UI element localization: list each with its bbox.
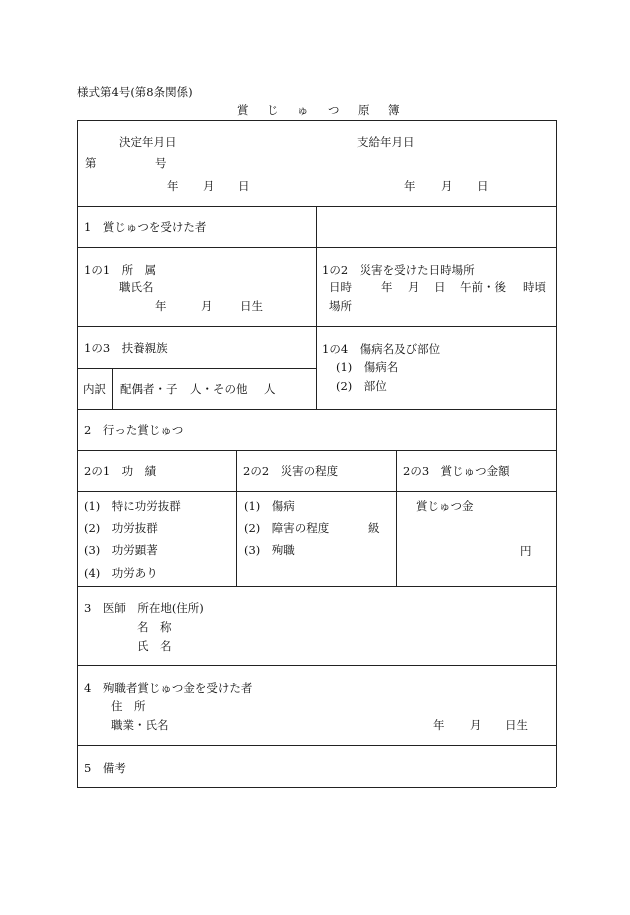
person-other-label: 人・その他 (190, 382, 248, 396)
recipient-birth-month: 月 (470, 718, 482, 732)
breakdown-label: 内訳 (83, 382, 106, 396)
title-char: ゅ (297, 103, 309, 117)
place-label: 場所 (329, 299, 352, 313)
title-char: 賞 (237, 103, 249, 117)
affiliation-label: 1の1 所 属 (84, 263, 157, 277)
injury-name-label: (1) 傷病名 (336, 360, 399, 374)
payment-date-label: 支給年月日 (357, 135, 415, 149)
decision-month: 月 (203, 179, 215, 193)
yen-label: 円 (520, 544, 532, 558)
column-divider (236, 450, 237, 586)
number-prefix: 第 (85, 156, 97, 170)
name-label: 職氏名 (119, 280, 154, 294)
row-divider (77, 450, 556, 451)
decision-day: 日 (238, 179, 250, 193)
row-divider (77, 745, 556, 746)
table-border-top (77, 120, 556, 121)
row-divider (77, 491, 556, 492)
title-char: じ (267, 103, 279, 117)
birth-day: 日生 (240, 299, 263, 313)
disaster-month: 月 (408, 280, 420, 294)
section-5-label: 5 備考 (84, 761, 126, 775)
dependents-label: 1の3 扶養親族 (84, 341, 168, 355)
doctor-person-label: 氏 名 (137, 639, 172, 653)
doctor-name-label: 名 称 (137, 620, 172, 634)
amount-label: 賞じゅつ金 (416, 499, 474, 513)
column-divider (112, 368, 113, 409)
birth-month: 月 (201, 299, 213, 313)
amount-header: 2の3 賞じゅつ金額 (403, 464, 510, 478)
column-divider (316, 206, 317, 409)
hour-approx: 時頃 (523, 280, 546, 294)
merit-item: (4) 功労あり (84, 566, 158, 580)
disaster-datetime-label: 1の2 災害を受けた日時場所 (322, 263, 475, 277)
section-3-label: 3 医師 所在地(住所) (84, 601, 204, 615)
degree-item: (1) 傷病 (244, 499, 295, 513)
table-border-left (77, 120, 78, 787)
row-divider (77, 586, 556, 587)
merit-header: 2の1 功 績 (84, 464, 157, 478)
title-char: 簿 (388, 103, 400, 117)
payment-day: 日 (477, 179, 489, 193)
form-number: 様式第4号(第8条関係) (77, 85, 193, 99)
spouse-child-label: 配偶者・子 (120, 382, 178, 396)
decision-year: 年 (167, 179, 179, 193)
payment-year: 年 (404, 179, 416, 193)
recipient-address-label: 住 所 (111, 699, 146, 713)
degree-header: 2の2 災害の程度 (243, 464, 339, 478)
payment-month: 月 (441, 179, 453, 193)
person-count-label: 人 (264, 382, 276, 396)
merit-item: (3) 功労顕著 (84, 543, 158, 557)
disaster-day: 日 (434, 280, 446, 294)
section-4-label: 4 殉職者賞じゅつ金を受けた者 (84, 681, 253, 695)
merit-item: (1) 特に功労抜群 (84, 499, 181, 513)
row-divider (77, 409, 556, 410)
birth-year: 年 (155, 299, 167, 313)
degree-item: (3) 殉職 (244, 543, 295, 557)
merit-item: (2) 功労抜群 (84, 521, 158, 535)
disaster-year: 年 (381, 280, 393, 294)
recipient-birth-day: 日生 (505, 718, 528, 732)
injury-label: 1の4 傷病名及び部位 (322, 342, 441, 356)
section-1-label: 1 賞じゅつを受けた者 (84, 220, 207, 234)
row-divider (77, 665, 556, 666)
am-pm: 午前・後 (460, 280, 506, 294)
recipient-birth-year: 年 (433, 718, 445, 732)
degree-item: (2) 障害の程度 (244, 521, 330, 535)
datetime-label: 日時 (329, 280, 352, 294)
grade-label: 級 (368, 521, 380, 535)
section-2-label: 2 行った賞じゅつ (84, 423, 184, 437)
table-border-bottom (77, 787, 556, 788)
title-char: つ (328, 103, 340, 117)
column-divider (396, 450, 397, 586)
number-suffix: 号 (155, 156, 167, 170)
table-border-right (556, 120, 557, 787)
title-char: 原 (358, 103, 370, 117)
decision-date-label: 決定年月日 (119, 135, 177, 149)
recipient-occupation-label: 職業・氏名 (111, 718, 169, 732)
injury-part-label: (2) 部位 (336, 379, 387, 393)
